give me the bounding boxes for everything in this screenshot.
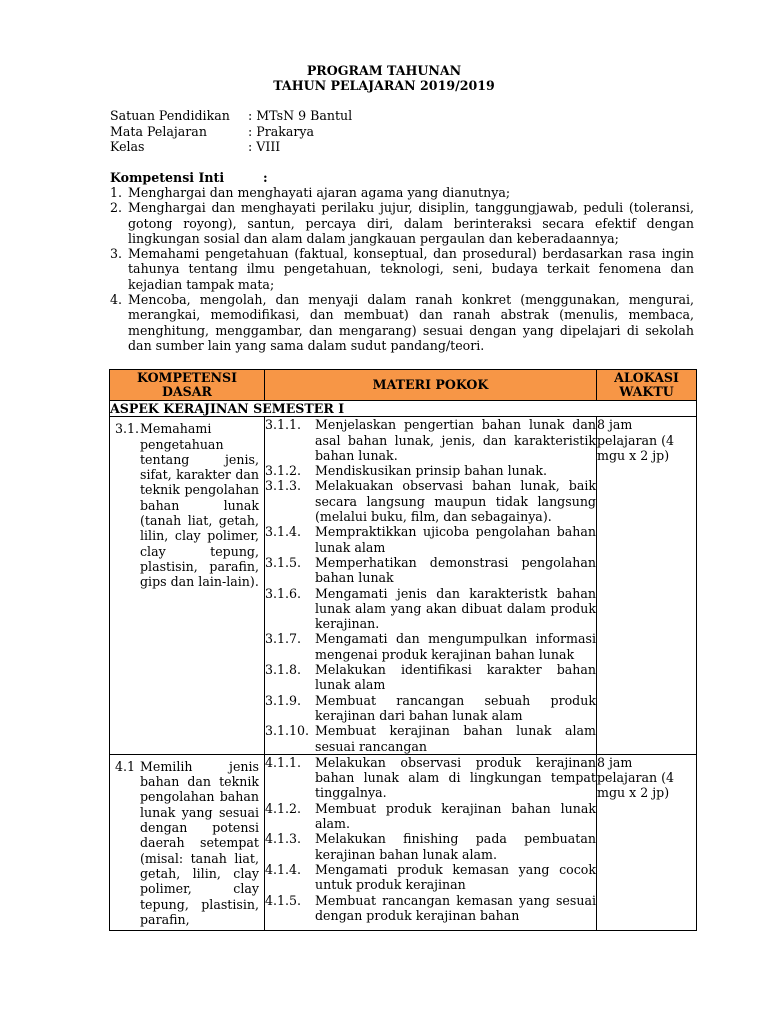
list-item <box>110 200 694 246</box>
list-item <box>110 185 694 200</box>
identity-block <box>110 108 352 155</box>
materi-item <box>265 831 596 862</box>
materi-text: Melakukan finishing pada pembuatan kerajinan bahan lunak alam. <box>315 831 596 862</box>
materi-item <box>265 555 596 586</box>
materi-number: 3.1.7. <box>265 631 302 647</box>
kompetensi-inti-list <box>110 185 694 353</box>
meta-label: Satuan Pendidikan <box>110 108 230 123</box>
materi-text: Melakukan observasi produk kerajinan bahan lunak alam di lingkungan tempat tinggalnya. <box>315 754 596 801</box>
list-text: Menghargai dan menghayati perilaku jujur, disiplin, tanggungjawab, peduli (toleransi, gotong royong), santun, percaya diri, dalam berinteraksi secara efektif dengan lingkungan sosial dan alam dalam jangkauan pergaulan dan keberadaannya; <box>128 200 694 246</box>
materi-number: 3.1.6. <box>265 585 302 601</box>
materi-number: 3.1.4. <box>265 524 302 540</box>
materi-text: Membuat rancangan kemasan yang sesuai dengan produk kerajinan bahan <box>315 892 596 923</box>
table-row <box>110 754 697 930</box>
ki-heading-label: Kompetensi Inti <box>110 170 225 185</box>
section-title: ASPEK KERAJINAN SEMESTER I <box>110 401 697 417</box>
section-row <box>110 401 697 417</box>
meta-row-mapel <box>110 124 352 140</box>
materi-text: Mengamati dan mengumpulkan informasi mengenai produk kerajinan bahan lunak <box>315 631 596 662</box>
materi-item <box>265 478 596 524</box>
materi-number: 4.1.1. <box>265 754 302 770</box>
alokasi-cell: 8 jam pelajaran (4 mgu x 2 jp) <box>597 754 697 930</box>
list-item <box>110 246 694 292</box>
materi-number: 4.1.3. <box>265 831 302 847</box>
materi-cell <box>265 417 597 755</box>
header-kompetensi-dasar: KOMPETENSI DASAR <box>110 370 265 401</box>
meta-row-satuan <box>110 108 352 124</box>
materi-cell <box>265 754 597 930</box>
header-alokasi-waktu: ALOKASI WAKTU <box>597 370 697 401</box>
materi-item <box>265 693 596 724</box>
kompetensi-inti-heading <box>110 170 268 185</box>
list-number: 3. <box>110 246 123 262</box>
list-text: Menghargai dan menghayati ajaran agama yang dianutnya; <box>128 185 511 200</box>
materi-number: 3.1.8. <box>265 662 302 678</box>
materi-number: 3.1.1. <box>265 417 302 433</box>
materi-number: 4.1.4. <box>265 861 302 877</box>
materi-number: 3.1.5. <box>265 554 302 570</box>
kd-cell <box>110 417 265 755</box>
program-table <box>109 369 697 931</box>
materi-item <box>265 586 596 632</box>
kd-cell <box>110 754 265 930</box>
meta-value: : Prakarya <box>248 123 315 139</box>
list-text: Memahami pengetahuan (faktual, konseptual, dan prosedural) berdasarkan rasa ingin tahunya tentang ilmu pengetahuan, teknologi, seni, budaya terkait fenomena dan kejadian tampak mata; <box>128 246 694 292</box>
materi-text: Melakukan identifikasi karakter bahan lunak alam <box>315 662 596 693</box>
materi-text: Memperhatikan demonstrasi pengolahan bahan lunak <box>315 554 596 586</box>
kd-text: Memilih jenis bahan dan teknik pengolahan bahan lunak yang sesuai dengan potensi daerah setempat (misal: tanah liat, getah, lilin, clay polimer, clay tepung, plastisin, parafin, <box>140 758 259 927</box>
materi-item <box>265 755 596 801</box>
list-number: 1. <box>110 185 123 200</box>
materi-number: 3.1.10. <box>265 723 310 739</box>
list-number: 2. <box>110 200 123 216</box>
materi-item <box>265 662 596 693</box>
materi-item <box>265 801 596 832</box>
kd-text: Memahami pengetahuan tentang jenis, sifat, karakter dan teknik pengolahan bahan lunak (tanah liat, getah, lilin, clay polimer, clay tepung, plastisin, parafin, gips dan lain-lain). <box>140 421 259 590</box>
materi-item <box>265 893 596 924</box>
materi-item <box>265 631 596 662</box>
materi-item <box>265 524 596 555</box>
ki-heading-colon: : <box>263 170 268 185</box>
meta-label: Mata Pelajaran <box>110 123 207 139</box>
materi-item <box>265 417 596 463</box>
materi-text: Mengamati jenis dan karakteristk bahan lunak alam yang akan dibuat dalam produk kerajinan. <box>315 585 596 632</box>
materi-number: 4.1.5. <box>265 892 302 908</box>
materi-text: Menjelaskan pengertian bahan lunak dan asal bahan lunak, jenis, dan karakteristik bahan lunak. <box>315 417 596 463</box>
kd-number: 3.1. <box>115 421 140 437</box>
header-materi-pokok: MATERI POKOK <box>265 370 597 401</box>
materi-text: Mempraktikkan ujicoba pengolahan bahan lunak alam <box>315 524 596 555</box>
materi-number: 4.1.2. <box>265 800 302 816</box>
title-line-2: TAHUN PELAJARAN 2019/2019 <box>273 78 495 93</box>
list-item <box>110 292 694 353</box>
list-number: 4. <box>110 292 123 308</box>
materi-text: Melakuakan observasi bahan lunak, baik secara langsung maupun tidak langsung (melalui buku, film, dan sebagainya). <box>315 478 596 525</box>
title-line-1: PROGRAM TAHUNAN <box>306 63 462 78</box>
materi-item <box>265 862 596 893</box>
table-row <box>110 417 697 755</box>
meta-label: Kelas <box>110 139 145 154</box>
materi-number: 3.1.2. <box>265 463 302 479</box>
meta-row-kelas <box>110 139 352 155</box>
table-header-row <box>110 370 697 401</box>
document-title <box>0 63 768 93</box>
kd-number: 4.1 <box>115 758 136 774</box>
materi-number: 3.1.3. <box>265 478 302 494</box>
materi-number: 3.1.9. <box>265 692 302 708</box>
materi-text: Membuat kerajinan bahan lunak alam sesuai rancangan <box>315 723 596 754</box>
materi-text: Mengamati produk kemasan yang cocok untuk produk kerajinan <box>315 861 596 893</box>
meta-value: : MTsN 9 Bantul <box>248 108 353 123</box>
meta-value: : VIII <box>248 139 281 154</box>
materi-text: Mendiskusikan prinsip bahan lunak. <box>315 463 547 479</box>
list-text: Mencoba, mengolah, dan menyaji dalam ranah konkret (menggunakan, mengurai, merangkai, memodifikasi, dan membuat) dan ranah abstrak (menulis, membaca, menghitung, menggambar, dan mengarang) sesuai dengan yang dipelajari di sekolah dan sumber lain yang sama dalam sudut pandang/teori. <box>128 292 694 353</box>
alokasi-cell: 8 jam pelajaran (4 mgu x 2 jp) <box>597 417 697 755</box>
materi-text: Membuat produk kerajinan bahan lunak alam. <box>315 800 596 832</box>
materi-item <box>265 723 596 754</box>
materi-item <box>265 463 596 478</box>
materi-text: Membuat rancangan sebuah produk kerajinan dari bahan lunak alam <box>315 692 596 723</box>
